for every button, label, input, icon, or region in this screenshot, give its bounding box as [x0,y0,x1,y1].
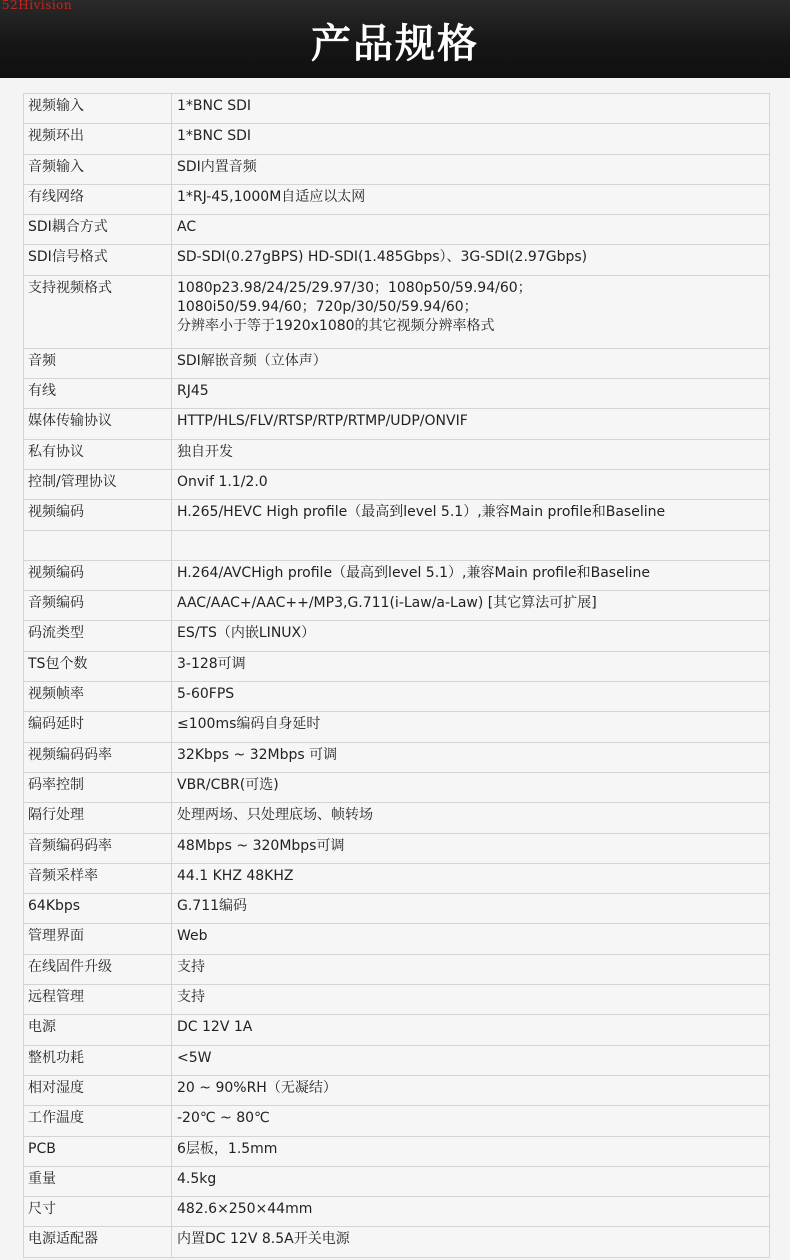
spec-key: 尺寸 [24,1197,172,1227]
spec-value [172,154,770,184]
spec-key: 视频编码码率 [24,742,172,772]
spec-table [23,93,770,1258]
table-row [24,985,770,1015]
spec-key [24,530,172,560]
spec-value-line: ES/TS（内嵌LINUX） [177,625,316,642]
spec-value-line: -20℃ ~ 80℃ [177,1110,270,1127]
spec-value [172,712,770,742]
spec-key: 电源 [24,1015,172,1045]
table-row [24,469,770,499]
table-row [24,348,770,378]
table-row [24,651,770,681]
spec-key: 私有协议 [24,439,172,469]
table-row [24,1106,770,1136]
spec-value [172,1075,770,1105]
spec-value-line: 独自开发 [177,443,233,460]
spec-value-line: AC [177,219,197,236]
spec-value [172,469,770,499]
spec-value-line: 分辨率小于等于1920x1080的其它视频分辨率格式 [177,317,495,334]
spec-value-line: 处理两场、只处理底场、帧转场 [177,807,373,824]
spec-value-line: Web [177,928,208,945]
spec-value-line: 1080p23.98/24/25/29.97/30；1080p50/59.94/60； [177,279,532,296]
spec-key: 管理界面 [24,924,172,954]
spec-key: PCB [24,1136,172,1166]
spec-value [172,275,770,348]
spec-value-line: 48Mbps ~ 320Mbps可调 [177,837,345,854]
table-row [24,94,770,124]
spec-value-line: H.265/HEVC High profile（最高到level 5.1）,兼容Main profile和Baseline [177,504,666,521]
table-row [24,1227,770,1257]
spec-value [172,94,770,124]
table-row [24,560,770,590]
spec-key: 有线 [24,379,172,409]
spec-value [172,184,770,214]
table-row [24,894,770,924]
spec-value [172,439,770,469]
spec-key: 码流类型 [24,621,172,651]
spec-value [172,803,770,833]
spec-value [172,651,770,681]
table-row [24,863,770,893]
table-row [24,803,770,833]
spec-value [172,1227,770,1257]
spec-value [172,985,770,1015]
table-row [24,1075,770,1105]
table-row [24,954,770,984]
spec-key: 有线网络 [24,184,172,214]
spec-key: SDI信号格式 [24,245,172,275]
spec-value [172,772,770,802]
table-row [24,833,770,863]
table-row [24,530,770,560]
spec-key: 音频采样率 [24,863,172,893]
table-row [24,245,770,275]
spec-key: 电源适配器 [24,1227,172,1257]
spec-value-line: AAC/AAC+/AAC++/MP3,G.711(i-Law/a-Law) [其它算法可扩展] [177,595,597,612]
spec-value-line: SDI解嵌音频（立体声） [177,352,327,369]
spec-value [172,954,770,984]
spec-value-line: 3-128可调 [177,655,246,672]
spec-value-line: VBR/CBR(可选) [177,776,279,793]
table-row [24,215,770,245]
spec-value [172,621,770,651]
spec-value-line: H.264/AVCHigh profile（最高到level 5.1）,兼容Main profile和Baseline [177,564,650,581]
table-row [24,379,770,409]
spec-value-line: 1*BNC SDI [177,98,252,114]
spec-value-line: 5-60FPS [177,686,235,703]
spec-value [172,1045,770,1075]
table-row [24,772,770,802]
spec-key: 控制/管理协议 [24,469,172,499]
spec-key: 工作温度 [24,1106,172,1136]
table-row [24,924,770,954]
spec-value [172,924,770,954]
page-title: 产品规格 [311,21,479,67]
spec-value [172,348,770,378]
header-banner [0,0,790,78]
spec-key: 音频编码码率 [24,833,172,863]
spec-value-line: 内置DC 12V 8.5A开关电源 [177,1231,350,1248]
spec-value-line: 32Kbps ~ 32Mbps 可调 [177,746,338,763]
spec-key: TS包个数 [24,651,172,681]
table-row [24,712,770,742]
spec-key: 编码延时 [24,712,172,742]
watermark: 52Hivision [2,0,73,12]
spec-value [172,245,770,275]
spec-value-line: 20 ~ 90%RH（无凝结） [177,1079,337,1096]
table-row [24,500,770,530]
spec-value [172,894,770,924]
spec-key: 相对湿度 [24,1075,172,1105]
spec-key: 整机功耗 [24,1045,172,1075]
spec-value-line: 支持 [177,989,205,1006]
spec-value [172,124,770,154]
spec-key: 音频输入 [24,154,172,184]
spec-key: 音频编码 [24,591,172,621]
spec-value-line: HTTP/HLS/FLV/RTSP/RTP/RTMP/UDP/ONVIF [177,413,468,430]
spec-key: 码率控制 [24,772,172,802]
spec-value [172,591,770,621]
table-row [24,1166,770,1196]
table-row [24,742,770,772]
spec-value [172,742,770,772]
spec-value [172,1197,770,1227]
spec-value-line: 1080i50/59.94/60；720p/30/50/59.94/60； [177,298,478,315]
spec-value-line: 482.6×250×44mm [177,1201,313,1218]
spec-value-line: DC 12V 1A [177,1019,253,1036]
table-row [24,409,770,439]
spec-key: SDI耦合方式 [24,215,172,245]
spec-value [172,1015,770,1045]
spec-key: 音频 [24,348,172,378]
spec-value-line: SDI内置音频 [177,158,257,175]
spec-value-line: ≤100ms编码自身延时 [177,716,321,733]
spec-key: 视频环出 [24,124,172,154]
table-row [24,682,770,712]
spec-value-line: RJ45 [177,383,209,400]
spec-key: 视频编码 [24,560,172,590]
spec-key: 支持视频格式 [24,275,172,348]
spec-key: 在线固件升级 [24,954,172,984]
table-row [24,1136,770,1166]
table-row [24,1015,770,1045]
spec-key: 远程管理 [24,985,172,1015]
spec-key: 重量 [24,1166,172,1196]
table-row [24,1045,770,1075]
spec-value-line: 6层板，1.5mm [177,1140,278,1157]
spec-value-line: 44.1 KHZ 48KHZ [177,867,294,884]
spec-value-line: Onvif 1.1/2.0 [177,473,268,490]
spec-value [172,682,770,712]
table-row [24,621,770,651]
spec-key: 视频编码 [24,500,172,530]
table-row [24,154,770,184]
table-row [24,124,770,154]
spec-value-line: G.711编码 [177,898,248,915]
table-row [24,275,770,348]
spec-value-line: <5W [177,1049,212,1066]
table-row [24,1197,770,1227]
spec-value [172,1136,770,1166]
spec-value [172,1106,770,1136]
table-row [24,591,770,621]
spec-value [172,1166,770,1196]
table-row [24,184,770,214]
spec-value-line: 1*BNC SDI [177,128,252,145]
spec-key: 媒体传输协议 [24,409,172,439]
spec-value [172,215,770,245]
spec-value [172,833,770,863]
spec-value [172,560,770,590]
spec-table-body [24,94,770,1258]
spec-value-line: 支持 [177,958,205,975]
spec-value [172,530,770,560]
table-row [24,439,770,469]
spec-value [172,379,770,409]
spec-key: 视频输入 [24,94,172,124]
spec-value [172,409,770,439]
spec-value [172,863,770,893]
spec-key: 隔行处理 [24,803,172,833]
spec-value-line: 1*RJ-45,1000M自适应以太网 [177,188,366,205]
spec-key: 64Kbps [24,894,172,924]
spec-value-line: 4.5kg [177,1170,217,1187]
spec-key: 视频帧率 [24,682,172,712]
spec-value [172,500,770,530]
spec-value-line: SD-SDI(0.27gBPS) HD-SDI(1.485Gbps）、3G-SDI(2.97Gbps) [177,249,588,266]
